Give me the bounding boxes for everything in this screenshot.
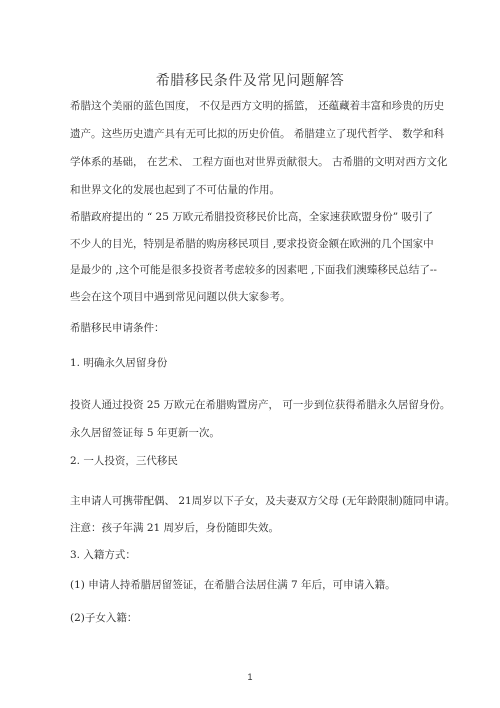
paragraph-line-4: 和世界文化的发展也起到了不可估量的作用。	[70, 184, 280, 196]
paragraph-line-12: 注意：孩子年满 21 周岁后，身份随即失效。	[70, 522, 280, 534]
paragraph-line-3: 学体系的基础， 在艺术、 工程方面也对世界贡献很大。 古希腊的文明对西方文化	[70, 156, 448, 168]
paragraph-line-6: 不少人的目光，特别是希腊的购房移民项目 ,要求投资金额在欧洲的几个国家中	[70, 238, 434, 250]
page-number: 1	[247, 672, 253, 682]
paragraph-line-9: 投资人通过投资 25 万欧元在希腊购置房产， 可一步到位获得希腊永久居留身份。	[70, 399, 451, 411]
item-heading-1: 1. 明确永久居留身份	[70, 357, 168, 369]
paragraph-line-13: (1) 申请人持希腊居留签证，在希腊合法居住满 7 年后，可申请入籍。	[70, 579, 396, 591]
section-heading: 希腊移民申请条件：	[70, 322, 165, 334]
paragraph-line-2: 遗产。这些历史遗产具有无可比拟的历史价值。 希腊建立了现代哲学、 数学和科	[70, 128, 445, 140]
paragraph-line-5: 希腊政府提出的 “ 25 万欧元希腊投资移民价比高，全家速获欧盟身份” 吸引了	[70, 211, 433, 223]
paragraph-line-14: (2)子女入籍：	[70, 612, 138, 624]
paragraph-line-11: 主申请人可携带配偶、 21周岁以下子女，及夫妻双方父母 (无年龄限制)随同申请。	[70, 495, 456, 507]
item-heading-3: 3. 入籍方式：	[70, 549, 136, 561]
paragraph-line-1: 希腊这个美丽的蓝色国度， 不仅是西方文明的摇篮， 还蕴藏着丰富和珍贵的历史	[70, 100, 445, 112]
document-title: 希腊移民条件及常见问题解答	[155, 73, 345, 89]
paragraph-line-10: 永久居留签证每 5 年更新一次。	[70, 427, 220, 439]
paragraph-line-8: 些会在这个项目中遇到常见问题以供大家参考。	[70, 291, 291, 303]
item-heading-2: 2. 一人投资，三代移民	[70, 455, 178, 467]
paragraph-line-7: 是最少的 ,这个可能是很多投资者考虑较多的因素吧 ,下面我们澳臻移民总结了--	[70, 264, 437, 276]
